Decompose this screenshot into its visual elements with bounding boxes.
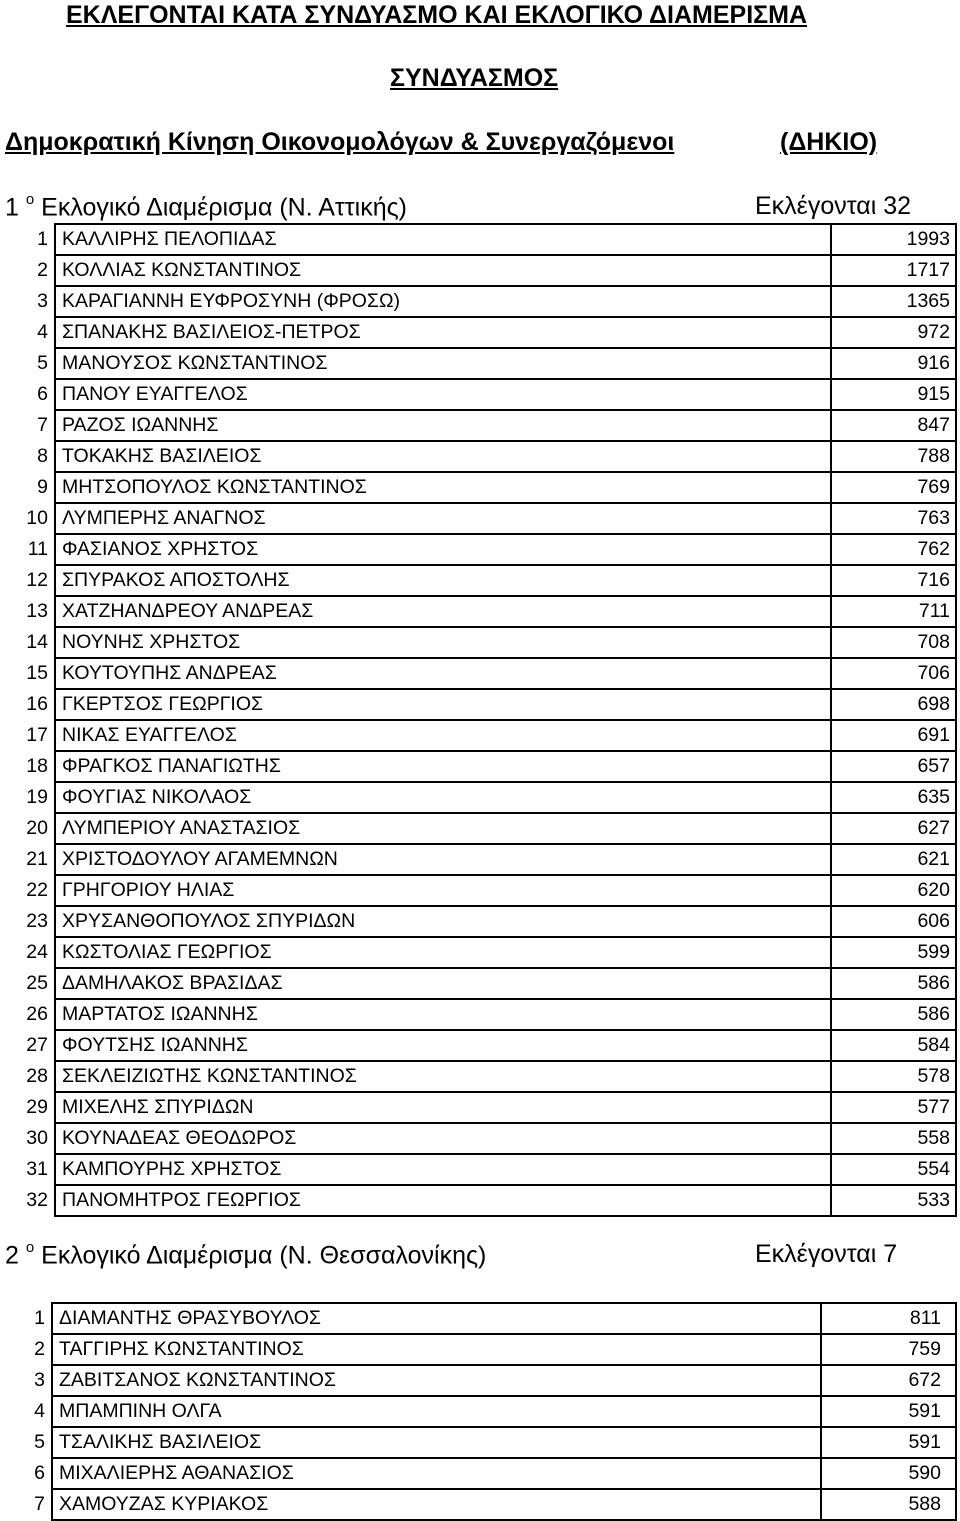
rank-cell: 10: [0, 503, 55, 534]
rank-cell: 5: [0, 348, 55, 379]
candidate-name-cell: ΜΑΡΤΑΤΟΣ ΙΩΑΝΝΗΣ: [55, 999, 831, 1030]
table-row: [0, 844, 956, 875]
section-2-ordinal: ο: [25, 1239, 35, 1256]
rank-cell: 19: [0, 782, 55, 813]
candidate-name-cell: ΦΟΥΤΣΗΣ ΙΩΑΝΝΗΣ: [55, 1030, 831, 1061]
candidate-name-cell: ΓΡΗΓΟΡΙΟΥ ΗΛΙΑΣ: [55, 875, 831, 906]
votes-cell: 759: [821, 1334, 956, 1365]
votes-cell: 1717: [831, 255, 956, 286]
table-row: [0, 596, 956, 627]
table-row: [0, 1185, 956, 1216]
votes-cell: 706: [831, 658, 956, 689]
candidate-name-cell: ΚΟΛΛΙΑΣ ΚΩΝΣΤΑΝΤΙΝΟΣ: [55, 255, 831, 286]
votes-cell: 762: [831, 534, 956, 565]
candidate-name-cell: ΦΡΑΓΚΟΣ ΠΑΝΑΓΙΩΤΗΣ: [55, 751, 831, 782]
candidate-name-cell: ΖΑΒΙΤΣΑΝΟΣ ΚΩΝΣΤΑΝΤΙΝΟΣ: [52, 1365, 821, 1396]
candidate-name-cell: ΚΑΜΠΟΥΡΗΣ ΧΡΗΣΤΟΣ: [55, 1154, 831, 1185]
table-row: [0, 1092, 956, 1123]
rank-cell: 29: [0, 1092, 55, 1123]
candidate-name-cell: ΚΟΥΤΟΥΠΗΣ ΑΝΔΡΕΑΣ: [55, 658, 831, 689]
document-subtitle: ΣΥΝΔΥΑΣΜΟΣ: [390, 64, 559, 92]
candidate-name-cell: ΜΑΝΟΥΣΟΣ ΚΩΝΣΤΑΝΤΙΝΟΣ: [55, 348, 831, 379]
table-row: [0, 1123, 956, 1154]
rank-cell: 17: [0, 720, 55, 751]
votes-cell: 1365: [831, 286, 956, 317]
candidate-name-cell: ΤΑΓΓΙΡΗΣ ΚΩΝΣΤΑΝΤΙΝΟΣ: [52, 1334, 821, 1365]
votes-cell: 577: [831, 1092, 956, 1123]
rank-cell: 2: [0, 255, 55, 286]
table-row: [0, 1489, 956, 1520]
rank-cell: 1: [0, 1303, 52, 1334]
votes-cell: 763: [831, 503, 956, 534]
table-row: [0, 1061, 956, 1092]
table-row: [0, 689, 956, 720]
section-2-results-table: [0, 1302, 957, 1521]
rank-cell: 5: [0, 1427, 52, 1458]
votes-cell: 606: [831, 906, 956, 937]
rank-cell: 31: [0, 1154, 55, 1185]
table-row: [0, 1303, 956, 1334]
votes-cell: 558: [831, 1123, 956, 1154]
table-row: [0, 534, 956, 565]
rank-cell: 16: [0, 689, 55, 720]
votes-cell: 1993: [831, 224, 956, 255]
candidate-name-cell: ΚΑΛΛΙΡΗΣ ΠΕΛΟΠΙΔΑΣ: [55, 224, 831, 255]
candidate-name-cell: ΣΠΥΡΑΚΟΣ ΑΠΟΣΤΟΛΗΣ: [55, 565, 831, 596]
rank-cell: 6: [0, 1458, 52, 1489]
candidate-name-cell: ΜΠΑΜΠΙΝΗ ΟΛΓΑ: [52, 1396, 821, 1427]
votes-cell: 578: [831, 1061, 956, 1092]
candidate-name-cell: ΧΡΙΣΤΟΔΟΥΛΟΥ ΑΓΑΜΕΜΝΩΝ: [55, 844, 831, 875]
rank-cell: 24: [0, 937, 55, 968]
rank-cell: 4: [0, 1396, 52, 1427]
candidate-name-cell: ΦΑΣΙΑΝΟΣ ΧΡΗΣΤΟΣ: [55, 534, 831, 565]
votes-cell: 672: [821, 1365, 956, 1396]
candidate-name-cell: ΦΟΥΓΙΑΣ ΝΙΚΟΛΑΟΣ: [55, 782, 831, 813]
votes-cell: 588: [821, 1489, 956, 1520]
votes-cell: 972: [831, 317, 956, 348]
votes-cell: 788: [831, 441, 956, 472]
rank-cell: 25: [0, 968, 55, 999]
votes-cell: 586: [831, 968, 956, 999]
section-1-table-body: [0, 224, 956, 1216]
votes-cell: 711: [831, 596, 956, 627]
candidate-name-cell: ΝΙΚΑΣ ΕΥΑΓΓΕΛΟΣ: [55, 720, 831, 751]
votes-cell: 584: [831, 1030, 956, 1061]
votes-cell: 708: [831, 627, 956, 658]
table-row: [0, 999, 956, 1030]
section-2-table-body: [0, 1303, 956, 1520]
candidate-name-cell: ΧΑΜΟΥΖΑΣ ΚΥΡΙΑΚΟΣ: [52, 1489, 821, 1520]
table-row: [0, 875, 956, 906]
section-2-title: Εκλογικό Διαμέρισμα (Ν. Θεσσαλονίκης): [41, 1241, 487, 1270]
votes-cell: 554: [831, 1154, 956, 1185]
table-row: [0, 1396, 956, 1427]
rank-cell: 14: [0, 627, 55, 658]
rank-cell: 15: [0, 658, 55, 689]
table-row: [0, 1334, 956, 1365]
candidate-name-cell: ΜΙΧΑΛΙΕΡΗΣ ΑΘΑΝΑΣΙΟΣ: [52, 1458, 821, 1489]
table-row: [0, 348, 956, 379]
table-row: [0, 1427, 956, 1458]
rank-cell: 4: [0, 317, 55, 348]
table-row: [0, 565, 956, 596]
candidate-name-cell: ΧΡΥΣΑΝΘΟΠΟΥΛΟΣ ΣΠΥΡΙΔΩΝ: [55, 906, 831, 937]
rank-cell: 6: [0, 379, 55, 410]
candidate-name-cell: ΜΙΧΕΛΗΣ ΣΠΥΡΙΔΩΝ: [55, 1092, 831, 1123]
candidate-name-cell: ΔΙΑΜΑΝΤΗΣ ΘΡΑΣΥΒΟΥΛΟΣ: [52, 1303, 821, 1334]
table-row: [0, 813, 956, 844]
candidate-name-cell: ΠΑΝΟΥ ΕΥΑΓΓΕΛΟΣ: [55, 379, 831, 410]
table-row: [0, 782, 956, 813]
votes-cell: 657: [831, 751, 956, 782]
candidate-name-cell: ΛΥΜΠΕΡΗΣ ΑΝΑΓΝΟΣ: [55, 503, 831, 534]
section-2-number: 2: [5, 1241, 19, 1270]
candidate-name-cell: ΠΑΝΟΜΗΤΡΟΣ ΓΕΩΡΓΙΟΣ: [55, 1185, 831, 1216]
rank-cell: 9: [0, 472, 55, 503]
rank-cell: 8: [0, 441, 55, 472]
section-1-title: Εκλογικό Διαμέρισμα (Ν. Αττικής): [41, 193, 407, 222]
table-row: [0, 720, 956, 751]
votes-cell: 620: [831, 875, 956, 906]
candidate-name-cell: ΣΕΚΛΕΙΖΙΩΤΗΣ ΚΩΝΣΤΑΝΤΙΝΟΣ: [55, 1061, 831, 1092]
candidate-name-cell: ΛΥΜΠΕΡΙΟΥ ΑΝΑΣΤΑΣΙΟΣ: [55, 813, 831, 844]
section-2-heading: [5, 1239, 487, 1270]
rank-cell: 30: [0, 1123, 55, 1154]
table-row: [0, 1458, 956, 1489]
votes-cell: 916: [831, 348, 956, 379]
table-row: [0, 1365, 956, 1396]
candidate-name-cell: ΓΚΕΡΤΣΟΣ ΓΕΩΡΓΙΟΣ: [55, 689, 831, 720]
party-name: Δημοκρατική Κίνηση Οικονομολόγων & Συνεργαζόμενοι: [5, 128, 675, 156]
table-row: [0, 627, 956, 658]
votes-cell: 847: [831, 410, 956, 441]
candidate-name-cell: ΤΣΑΛΙΚΗΣ ΒΑΣΙΛΕΙΟΣ: [52, 1427, 821, 1458]
candidate-name-cell: ΤΟΚΑΚΗΣ ΒΑΣΙΛΕΙΟΣ: [55, 441, 831, 472]
section-1-ordinal: ο: [25, 191, 35, 208]
votes-cell: 591: [821, 1427, 956, 1458]
table-row: [0, 255, 956, 286]
table-row: [0, 441, 956, 472]
candidate-name-cell: ΧΑΤΖΗΑΝΔΡΕΟΥ ΑΝΔΡΕΑΣ: [55, 596, 831, 627]
rank-cell: 3: [0, 286, 55, 317]
section-1-number: 1: [5, 193, 19, 222]
votes-cell: 635: [831, 782, 956, 813]
section-1-heading: [5, 191, 407, 222]
table-row: [0, 286, 956, 317]
rank-cell: 2: [0, 1334, 52, 1365]
votes-cell: 590: [821, 1458, 956, 1489]
rank-cell: 1: [0, 224, 55, 255]
votes-cell: 811: [821, 1303, 956, 1334]
table-row: [0, 379, 956, 410]
document-title: ΕΚΛΕΓΟΝΤΑΙ ΚΑΤΑ ΣΥΝΔΥΑΣΜΟ ΚΑΙ ΕΚΛΟΓΙΚΟ ΔΙΑΜΕΡΙΣΜΑ: [66, 1, 808, 29]
rank-cell: 26: [0, 999, 55, 1030]
rank-cell: 32: [0, 1185, 55, 1216]
table-row: [0, 658, 956, 689]
votes-cell: 533: [831, 1185, 956, 1216]
section-1-elected: Εκλέγονται 32: [755, 192, 912, 220]
votes-cell: 586: [831, 999, 956, 1030]
votes-cell: 591: [821, 1396, 956, 1427]
table-row: [0, 968, 956, 999]
section-1-results-table: [0, 223, 957, 1217]
votes-cell: 915: [831, 379, 956, 410]
rank-cell: 21: [0, 844, 55, 875]
candidate-name-cell: ΡΑΖΟΣ ΙΩΑΝΝΗΣ: [55, 410, 831, 441]
rank-cell: 18: [0, 751, 55, 782]
votes-cell: 698: [831, 689, 956, 720]
candidate-name-cell: ΔΑΜΗΛΑΚΟΣ ΒΡΑΣΙΔΑΣ: [55, 968, 831, 999]
votes-cell: 691: [831, 720, 956, 751]
table-row: [0, 1030, 956, 1061]
candidate-name-cell: ΚΑΡΑΓΙΑΝΝΗ ΕΥΦΡΟΣΥΝΗ (ΦΡΟΣΩ): [55, 286, 831, 317]
candidate-name-cell: ΣΠΑΝΑΚΗΣ ΒΑΣΙΛΕΙΟΣ-ΠΕΤΡΟΣ: [55, 317, 831, 348]
rank-cell: 22: [0, 875, 55, 906]
rank-cell: 27: [0, 1030, 55, 1061]
rank-cell: 7: [0, 410, 55, 441]
candidate-name-cell: ΚΩΣΤΟΛΙΑΣ ΓΕΩΡΓΙΟΣ: [55, 937, 831, 968]
votes-cell: 599: [831, 937, 956, 968]
table-row: [0, 317, 956, 348]
table-row: [0, 906, 956, 937]
rank-cell: 23: [0, 906, 55, 937]
rank-cell: 28: [0, 1061, 55, 1092]
rank-cell: 12: [0, 565, 55, 596]
rank-cell: 3: [0, 1365, 52, 1396]
rank-cell: 13: [0, 596, 55, 627]
section-2-elected: Εκλέγονται 7: [755, 1240, 898, 1268]
rank-cell: 11: [0, 534, 55, 565]
votes-cell: 716: [831, 565, 956, 596]
votes-cell: 769: [831, 472, 956, 503]
candidate-name-cell: ΝΟΥΝΗΣ ΧΡΗΣΤΟΣ: [55, 627, 831, 658]
party-abbreviation: (ΔΗΚΙΟ): [780, 128, 878, 156]
table-row: [0, 410, 956, 441]
candidate-name-cell: ΜΗΤΣΟΠΟΥΛΟΣ ΚΩΝΣΤΑΝΤΙΝΟΣ: [55, 472, 831, 503]
table-row: [0, 503, 956, 534]
table-row: [0, 472, 956, 503]
table-row: [0, 224, 956, 255]
rank-cell: 7: [0, 1489, 52, 1520]
table-row: [0, 937, 956, 968]
table-row: [0, 751, 956, 782]
rank-cell: 20: [0, 813, 55, 844]
candidate-name-cell: ΚΟΥΝΑΔΕΑΣ ΘΕΟΔΩΡΟΣ: [55, 1123, 831, 1154]
votes-cell: 621: [831, 844, 956, 875]
table-row: [0, 1154, 956, 1185]
votes-cell: 627: [831, 813, 956, 844]
